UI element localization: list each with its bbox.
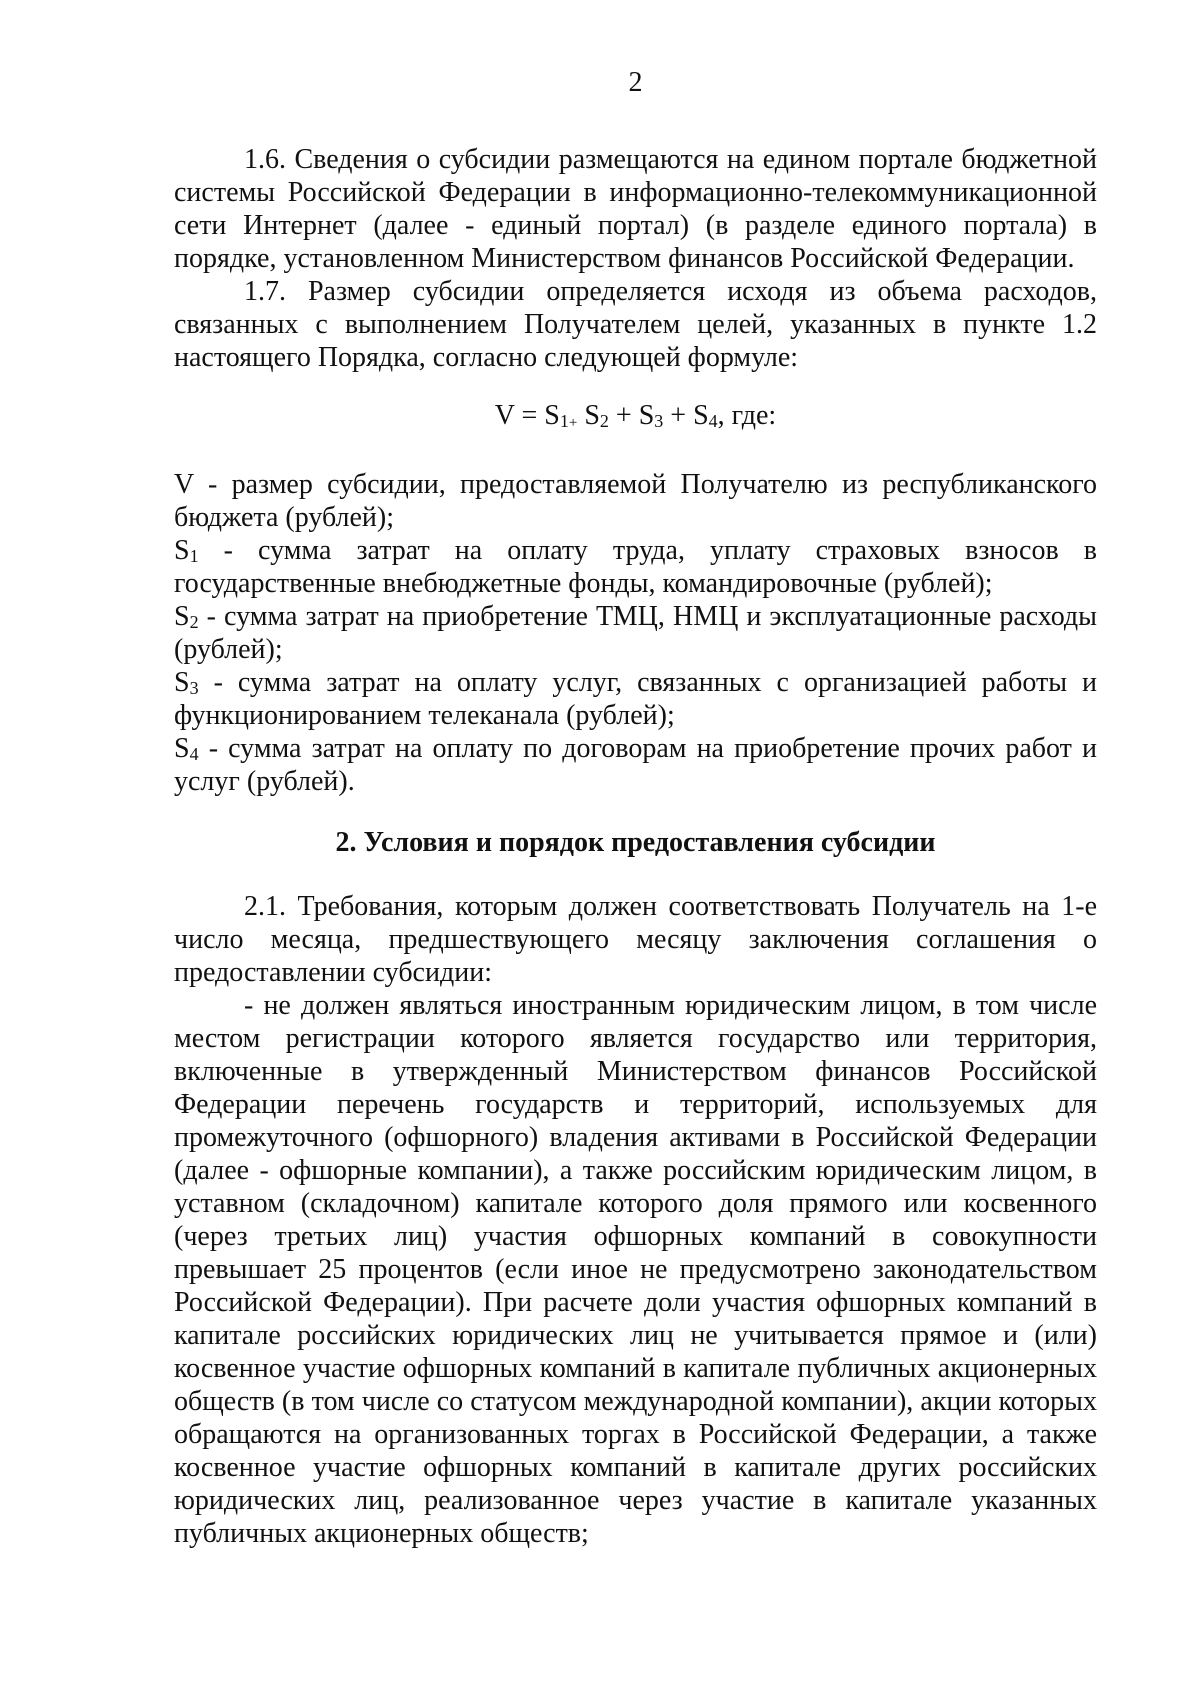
formula-s3-subscript: 3 (654, 411, 664, 431)
definition-s3-text: - сумма затрат на оплату услуг, связанных с организацией работы и функционированием телеканала (рублей); (174, 667, 1097, 731)
formula-s2-subscript: 2 (599, 411, 609, 431)
paragraph-2-1: 2.1. Требования, которым должен соответствовать Получатель на 1-е число месяца, предшествующего месяцу заключения соглашения о предоставлении субсидии: (174, 891, 1097, 988)
definition-s3-var: S (174, 667, 190, 698)
definition-s2 (174, 600, 1097, 666)
paragraph-1-6: 1.6. Сведения о субсидии размещаются на едином портале бюджетной системы Российской Федерации в информационно-телекоммуникационной сети Интернет (далее - единый портал) (в разделе единого портала) в порядке, установленном Министерством финансов Российской Федерации. (174, 144, 1097, 274)
paragraph-1-7: 1.7. Размер субсидии определяется исходя из объема расходов, связанных с выполнением Получателем целей, указанных в пункте 1.2 настоящего Порядка, согласно следующей формуле: (174, 276, 1097, 373)
formula-s4: + S (663, 400, 709, 431)
definition-s4-text: - сумма затрат на оплату по договорам на приобретение прочих работ и услуг (рублей). (174, 733, 1097, 797)
formula-lhs: V = S (494, 400, 560, 431)
definition-s3 (174, 666, 1097, 732)
definition-s1 (174, 534, 1097, 600)
page-number: 2 (628, 67, 643, 98)
definition-s4-sub: 4 (189, 744, 199, 764)
paragraph-2-1-requirement: - не должен являться иностранным юридическим лицом, в том числе местом регистрации которого является государство или территория, включенные в утвержденный Министерством финансов Российской Федерации перечень государств и территорий, используемых для промежуточного (офшорного) владения активами в Российской Федерации (далее - офшорные компании), а также российским юридическим лицом, в уставном (складочном) капитале которого доля прямого или косвенного (через третьих лиц) участия офшорных компаний в совокупности превышает 25 процентов (если иное не предусмотрено законодательством Российской Федерации). При расчете доли участия офшорных компаний в капитале российских юридических лиц не учитывается прямое и (или) косвенное участие офшорных компаний в капитале публичных акционерных обществ (в том числе со статусом международной компании), акции которых обращаются на организованных торгах в Российской Федерации, а также косвенное участие офшорных компаний в капитале других российских юридических лиц, реализованное через участие в капитале указанных публичных акционерных обществ; (174, 990, 1097, 1549)
definition-s1-sub: 1 (189, 546, 199, 566)
definition-s2-sub: 2 (189, 612, 199, 632)
formula-small-plus: + (568, 415, 578, 431)
definition-s1-var: S (174, 535, 190, 566)
formula-s1-subscript: 1 (559, 411, 569, 431)
definition-v: V - размер субсидии, предоставляемой Получателю из республиканского бюджета (рублей); (174, 469, 1097, 533)
formula-s4-subscript: 4 (708, 411, 718, 431)
definition-s2-text: - сумма затрат на приобретение ТМЦ, НМЦ и эксплуатационные расходы (рублей); (174, 601, 1097, 665)
formula-s3: + S (608, 400, 655, 431)
section-2-heading: 2. Условия и порядок предоставления субсидии (335, 827, 936, 858)
definition-s3-sub: 3 (189, 678, 199, 698)
subsidy-formula (174, 399, 1097, 440)
formula-tail: , где: (717, 400, 777, 431)
definition-s4-var: S (174, 733, 190, 764)
formula-s2: S (577, 400, 600, 431)
definition-s1-text: - сумма затрат на оплату труда, уплату страховых взносов в государственные внебюджетные фонды, командировочные (рублей); (174, 535, 1097, 599)
definition-s2-var: S (174, 601, 190, 632)
definition-s4 (174, 732, 1097, 798)
